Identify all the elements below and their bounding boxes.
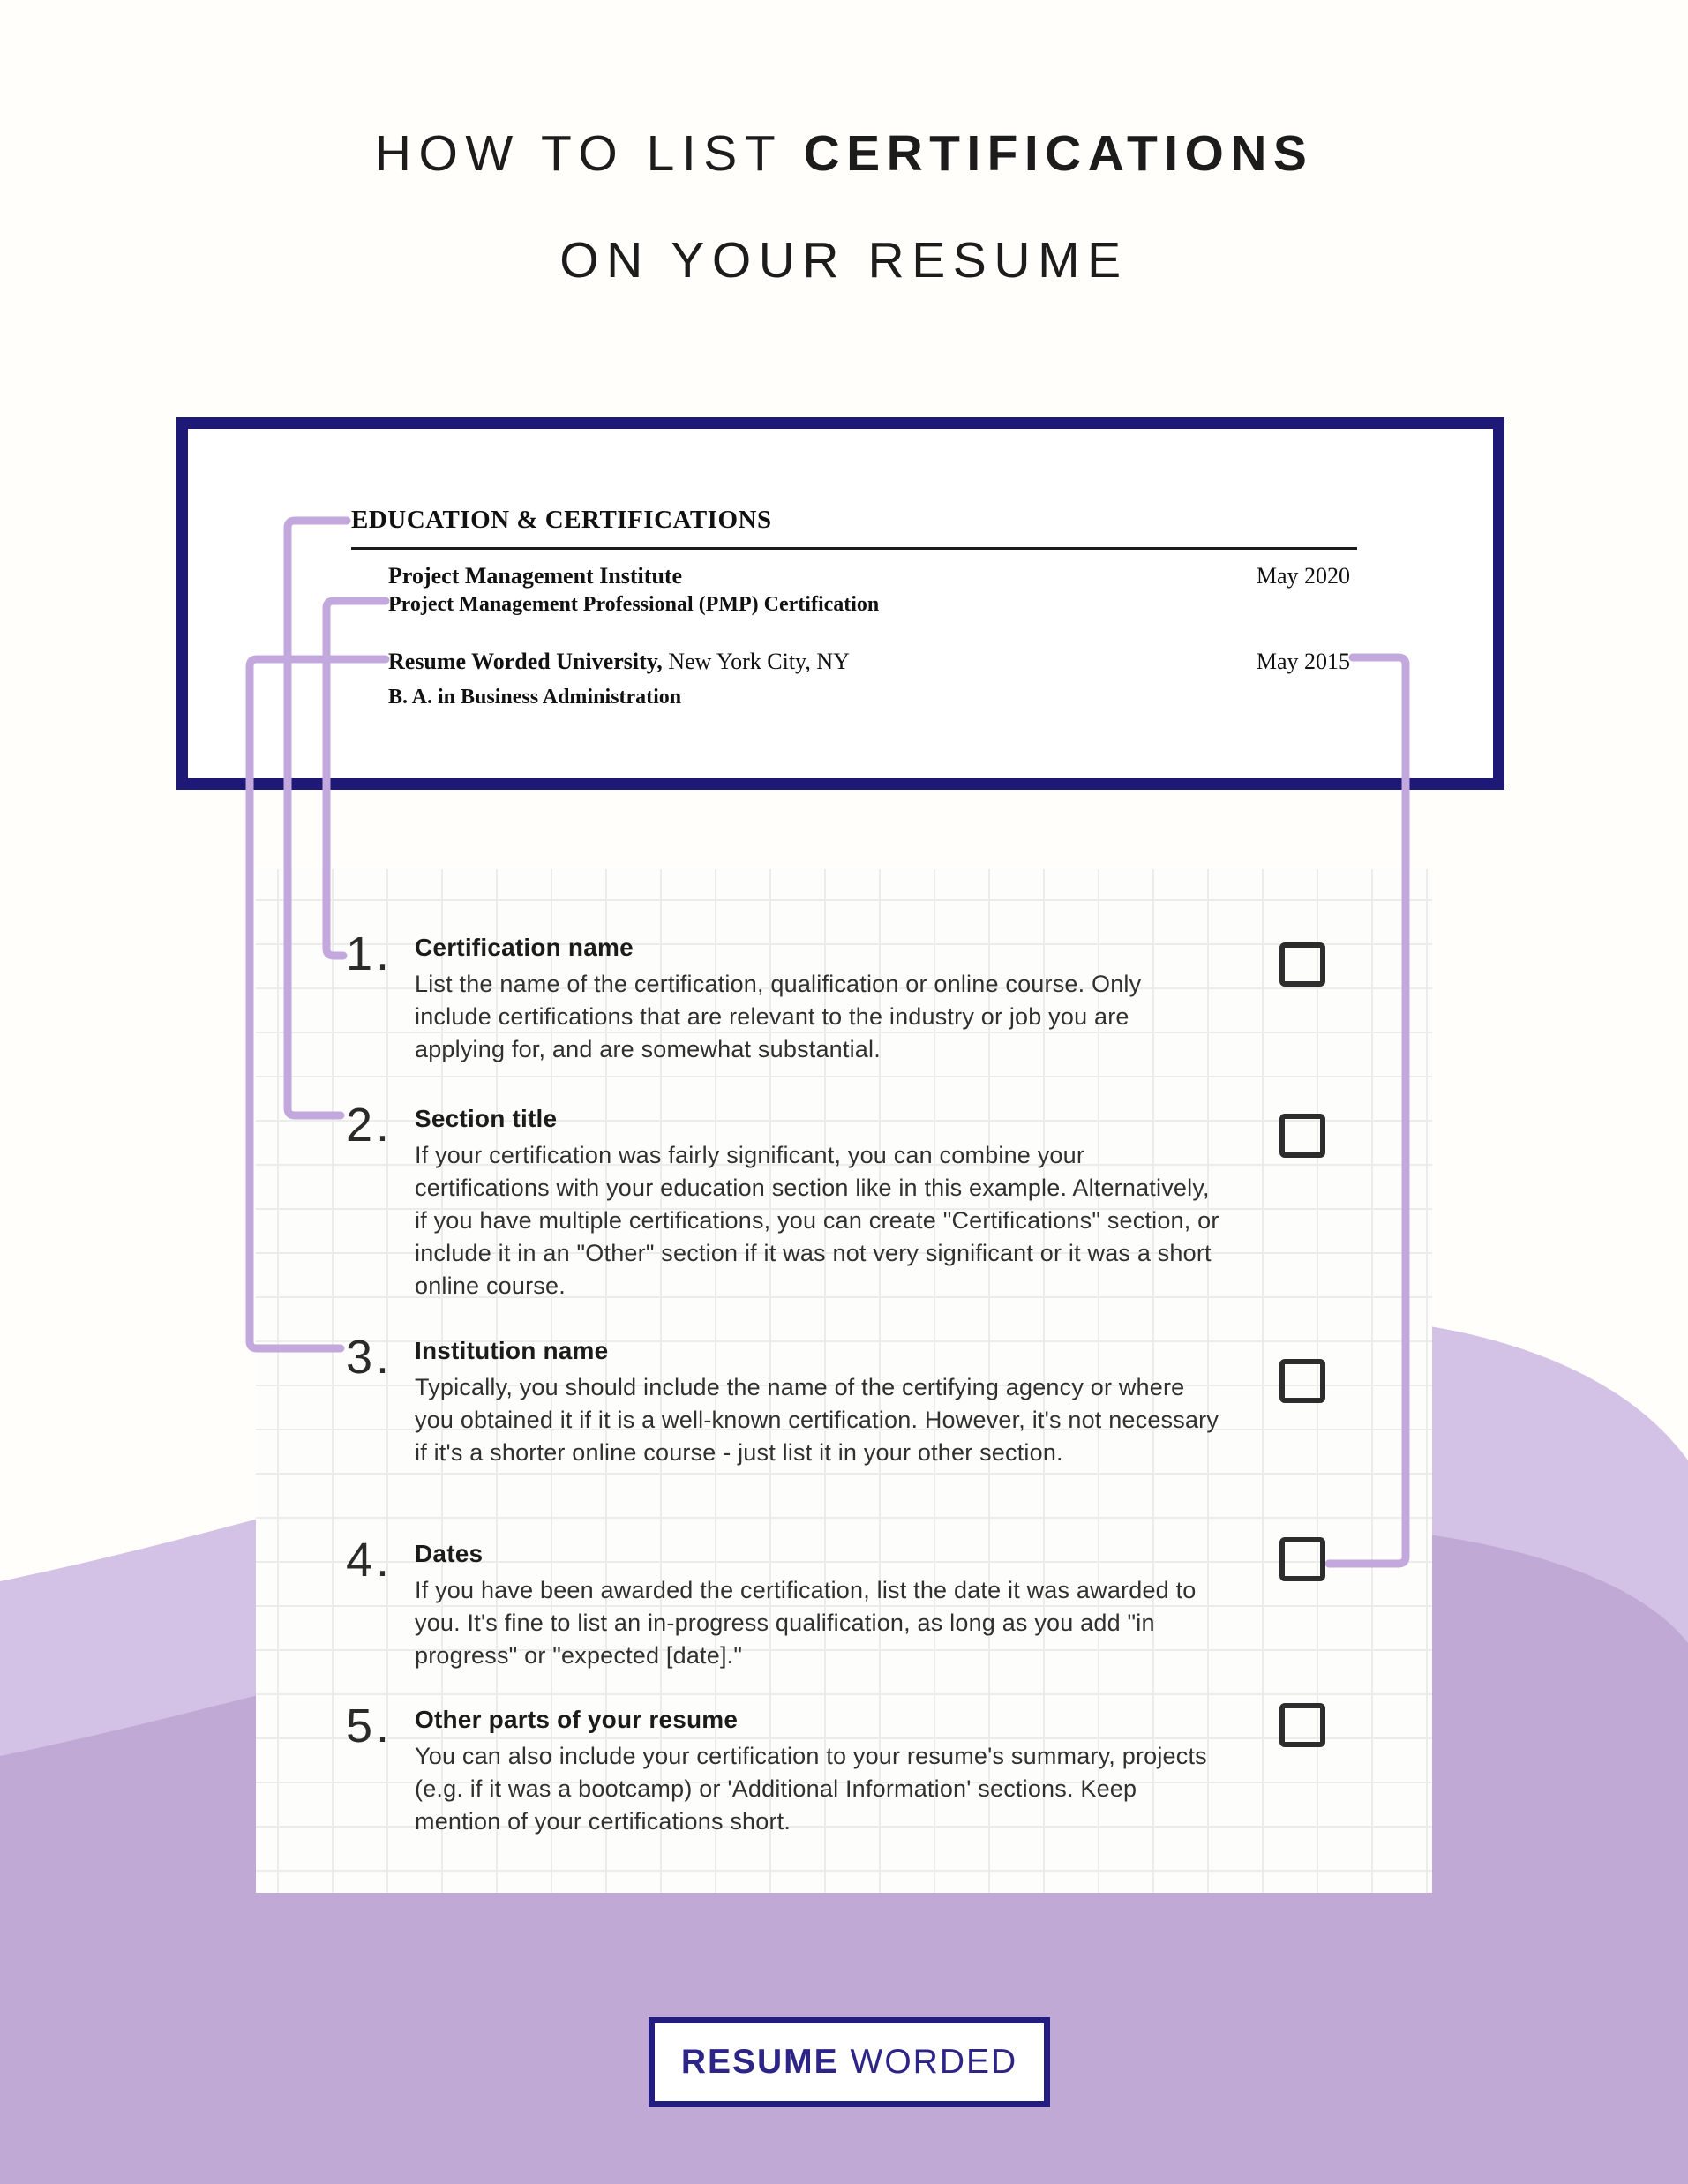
- step-3-checkbox[interactable]: [1279, 1359, 1325, 1403]
- resume-worded-logo: [649, 2017, 1050, 2107]
- step-4-text: [415, 1540, 1222, 1672]
- resume-entry-2-detail: B. A. in Business Administration: [388, 686, 682, 709]
- step-5-heading: Other parts of your resume: [415, 1706, 739, 1733]
- step-3-body: Typically, you should include the name of the certifying agency or where you obtained it if it is a well-known certification. However, it's not necessary if it's a shorter online course - just list it in your other section.: [415, 1374, 1219, 1466]
- list-item: [346, 1331, 1325, 1469]
- logo-text-regular: WORDED: [838, 2043, 1018, 2081]
- step-2-text: [415, 1105, 1222, 1302]
- resume-entry-2-org-name: Resume Worded University,: [388, 649, 663, 674]
- step-3-number: 3.: [346, 1331, 394, 1384]
- resume-entry-1-org-name: Project Management Institute: [388, 563, 683, 589]
- resume-entry-1-detail: Project Management Professional (PMP) Certification: [388, 593, 880, 616]
- step-2-heading: Section title: [415, 1105, 558, 1132]
- page-title-line2: ON YOUR RESUME: [559, 232, 1129, 289]
- step-1-number: 1.: [346, 927, 394, 980]
- step-2-checkbox[interactable]: [1279, 1114, 1325, 1158]
- page-title-bold: CERTIFICATIONS: [803, 125, 1314, 182]
- step-2-number: 2.: [346, 1099, 394, 1152]
- page-title-regular: HOW TO LIST: [374, 125, 804, 182]
- step-4-body: If you have been awarded the certification, list the date it was awarded to you. It's fine to list an in-progress qualification, as long as you add "in progress" or "expected [date].": [415, 1577, 1197, 1669]
- logo-text-bold: RESUME: [680, 2043, 839, 2081]
- resume-section-header: EDUCATION & CERTIFICATIONS: [351, 506, 1357, 550]
- step-3-heading: Institution name: [415, 1337, 609, 1364]
- list-item: [346, 1099, 1325, 1302]
- resume-entry-2-date: May 2015: [1256, 649, 1350, 674]
- step-1-checkbox[interactable]: [1279, 942, 1325, 987]
- list-item: [346, 1700, 1325, 1838]
- step-4-number: 4.: [346, 1534, 394, 1587]
- step-4-checkbox[interactable]: [1279, 1537, 1325, 1581]
- step-5-number: 5.: [346, 1700, 394, 1752]
- list-item: [346, 927, 1325, 1066]
- step-2-body: If your certification was fairly significant, you can combine your certifications with your education section like in this example. Alternatively, if you have multiple certifications, you can create "Certifications" section, or include it in an "Other" section if it was not very significant or it was a short online course.: [415, 1142, 1219, 1299]
- step-5-text: [415, 1706, 1222, 1838]
- resume-entry-1-date: May 2020: [1256, 563, 1350, 589]
- step-1-heading: Certification name: [415, 934, 634, 961]
- step-3-text: [415, 1337, 1222, 1469]
- step-4-heading: Dates: [415, 1540, 484, 1567]
- step-5-body: You can also include your certification to your resume's summary, projects (e.g. if it was a bootcamp) or 'Additional Information' sections. Keep mention of your certifications short.: [415, 1743, 1207, 1835]
- list-item: [346, 1534, 1325, 1672]
- step-1-text: [415, 934, 1222, 1066]
- step-1-body: List the name of the certification, qualification or online course. Only include certifications that are relevant to the industry or job you are applying for, and are somewhat substantial.: [415, 971, 1142, 1062]
- step-5-checkbox[interactable]: [1279, 1703, 1325, 1747]
- resume-entry-2-org-location: New York City, NY: [662, 649, 850, 674]
